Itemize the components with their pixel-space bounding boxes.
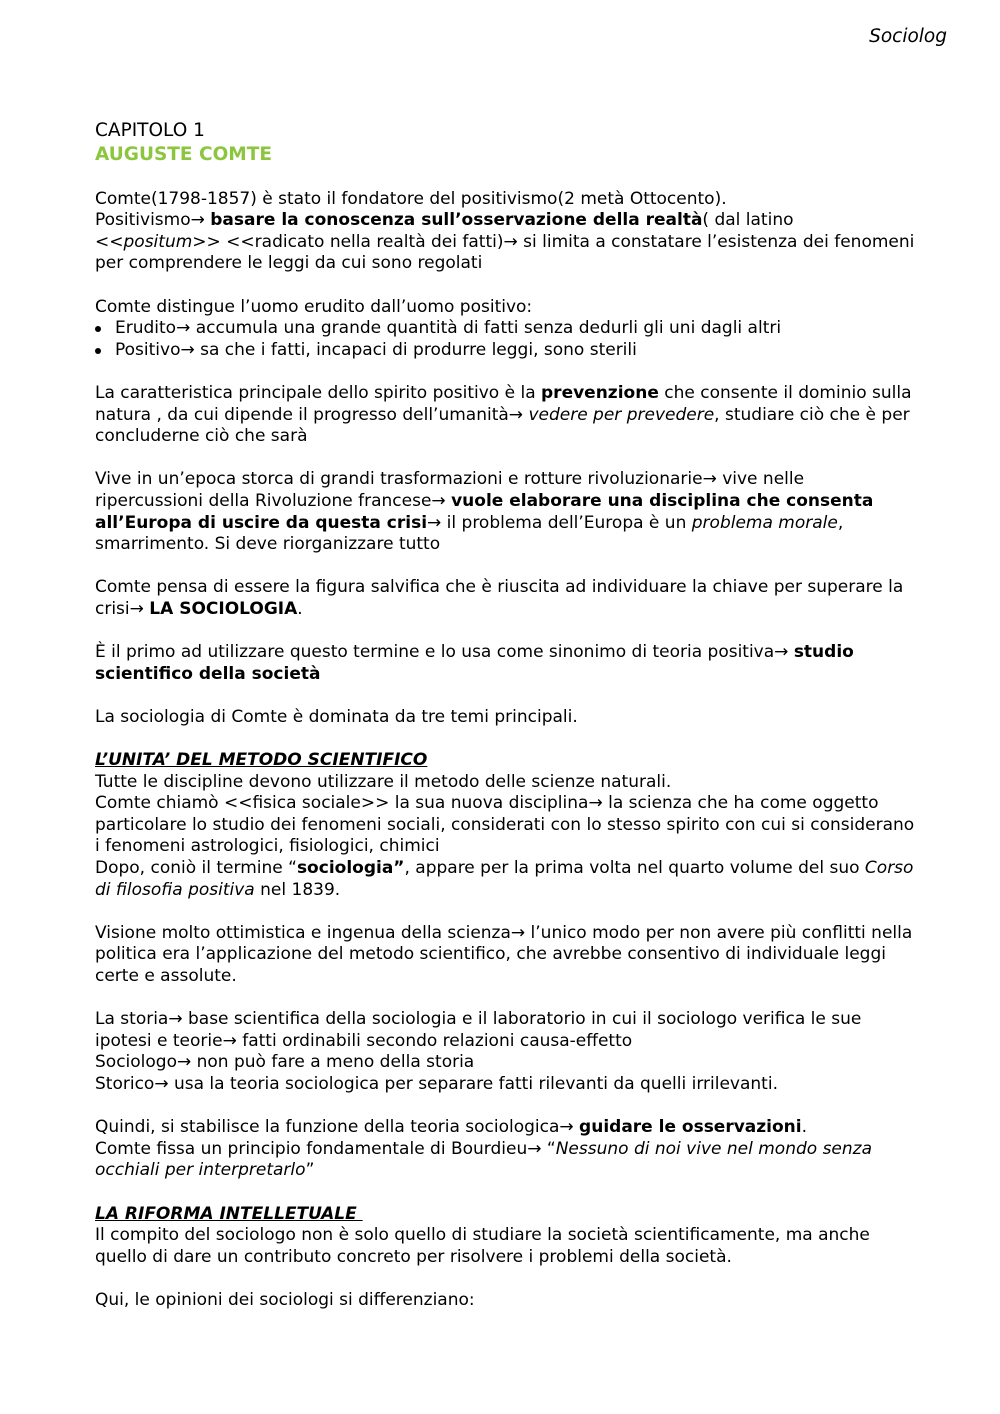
text: Comte fissa un principio fondamentale di Bourdieu→ “ — [95, 1138, 556, 1159]
bold-text: basare la conoscenza sull’osservazione della realtà — [210, 210, 703, 231]
text: . — [297, 598, 303, 619]
section-heading-riforma: LA RIFORMA INTELLETUALE — [95, 1203, 363, 1224]
text: . — [801, 1117, 808, 1138]
italic-text: problema morale — [691, 512, 838, 533]
paragraph-sociologia — [95, 577, 915, 620]
text: La caratteristica principale dello spirito positivo è la — [95, 382, 542, 403]
bullet-list — [95, 318, 915, 361]
paragraph-opinioni: Qui, le opinioni dei sociologi si differenziano: — [95, 1289, 475, 1310]
italic-text: positum — [123, 231, 193, 252]
document-header-title: Sociolog — [869, 26, 947, 47]
bold-text: LA SOCIOLOGIA — [149, 598, 298, 619]
text: Tutte le discipline devono utilizzare il metodo delle scienze naturali. — [95, 771, 672, 792]
list-item: Erudito→ accumula una grande quantità di fatti senza dedurli gli uni dagli altri — [95, 318, 915, 340]
text: Comte chiamò <<fisica sociale>> la sua nuova disciplina→ la scienza che ha come oggetto particolare lo studio dei fenomeni sociali, considerati con lo stesso spirito con cui si considerano i fenomeni astrologici, fisiologici, chimici — [95, 793, 915, 857]
list-item: Positivo→ sa che i fatti, incapaci di produrre leggi, sono sterili — [95, 340, 915, 362]
text: , appare per la prima volta nel quarto volume del suo — [404, 858, 865, 878]
text: Quindi, si stabilisce la funzione della teoria sociologica→ — [95, 1117, 580, 1138]
paragraph-prevenzione — [95, 383, 915, 448]
chapter-title: AUGUSTE COMTE — [95, 144, 272, 165]
paragraph-intro — [95, 189, 915, 275]
paragraph-epoca — [95, 469, 915, 555]
text: È il primo ad utilizzare questo termine e lo usa come sinonimo di teoria positiva→ — [95, 642, 794, 663]
text: Comte pensa di essere la figura salvifica che è riuscita ad individuare la chiave per superare la crisi→ — [95, 577, 904, 619]
paragraph-visione: Visione molto ottimistica e ingenua della scienza→ l’unico modo per non avere più conflitti nella politica era l’applicazione del metodo scientifico, che avrebbe consentivo di individuale leggi certe e assolute. — [95, 922, 913, 986]
text: che consente il dominio sulla natura , da cui dipende il progresso dell’umanità→ — [95, 382, 912, 425]
italic-text: vedere per prevedere — [528, 404, 715, 425]
bold-text: prevenzione — [541, 382, 659, 403]
text: ” — [305, 1160, 315, 1181]
italic-text: Corso di filosofia positiva — [95, 858, 914, 900]
text: Storico→ usa la teoria sociologica per separare fatti rilevanti da quelli irrilevanti. — [95, 1073, 778, 1094]
text: Positivismo→ — [95, 210, 211, 231]
paragraph-temi: La sociologia di Comte è dominata da tre temi principali. — [95, 706, 578, 727]
paragraph-erudito-intro: Comte distingue l’uomo erudito dall’uomo positivo: — [95, 296, 533, 317]
paragraph-metodo — [95, 772, 915, 902]
bold-text: guidare le osservazioni — [579, 1117, 802, 1138]
text: Comte(1798-1857) è stato il fondatore del positivismo(2 metà Ottocento). — [95, 188, 727, 209]
paragraph-teoria — [95, 1117, 915, 1182]
text: , smarrimento. Si deve riorganizzare tutto — [95, 512, 844, 555]
paragraph-termine — [95, 642, 915, 685]
paragraph-riforma: Il compito del sociologo non è solo quello di studiare la società scientificamente, ma anche quello di dare un contributo concreto per risolvere i problemi della società. — [95, 1225, 870, 1267]
text: nel 1839. — [254, 879, 341, 900]
paragraph-storia — [95, 1009, 915, 1095]
bold-text: vuole elaborare una disciplina che consenta all’Europa di uscire da questa crisi — [95, 490, 874, 533]
text: >> <<radicato nella realtà dei fatti)→ si limita a constatare l’esistenza dei fenomeni per comprendere le leggi da cui sono regolati — [95, 231, 915, 274]
chapter-label: CAPITOLO 1 — [95, 120, 205, 141]
text: Sociologo→ non può fare a meno della storia — [95, 1052, 475, 1073]
text: La storia→ base scientifica della sociologia e il laboratorio in cui il sociologo verifica le sue ipotesi e teorie→ fatti ordinabili secondo relazioni causa-effetto — [95, 1009, 862, 1051]
text: ( dal latino << — [95, 210, 794, 252]
section-heading-metodo: L’UNITA’ DEL METODO SCIENTIFICO — [95, 750, 428, 771]
text: Vive in un’epoca storca di grandi trasformazioni e rotture rivoluzionarie→ vive nelle ripercussioni della Rivoluzione francese→ — [95, 469, 805, 511]
text: , studiare ciò che è per concluderne ciò che sarà — [95, 404, 910, 447]
bold-text: studio scientifico della società — [95, 642, 854, 684]
italic-text: Nessuno di noi vive nel mondo senza occhiali per interpretarlo — [95, 1138, 872, 1181]
text: Dopo, coniò il termine “ — [95, 858, 297, 878]
text: → il problema dell’Europa è un — [427, 512, 692, 533]
document-body — [95, 119, 915, 1311]
bold-text: sociologia” — [296, 858, 405, 878]
